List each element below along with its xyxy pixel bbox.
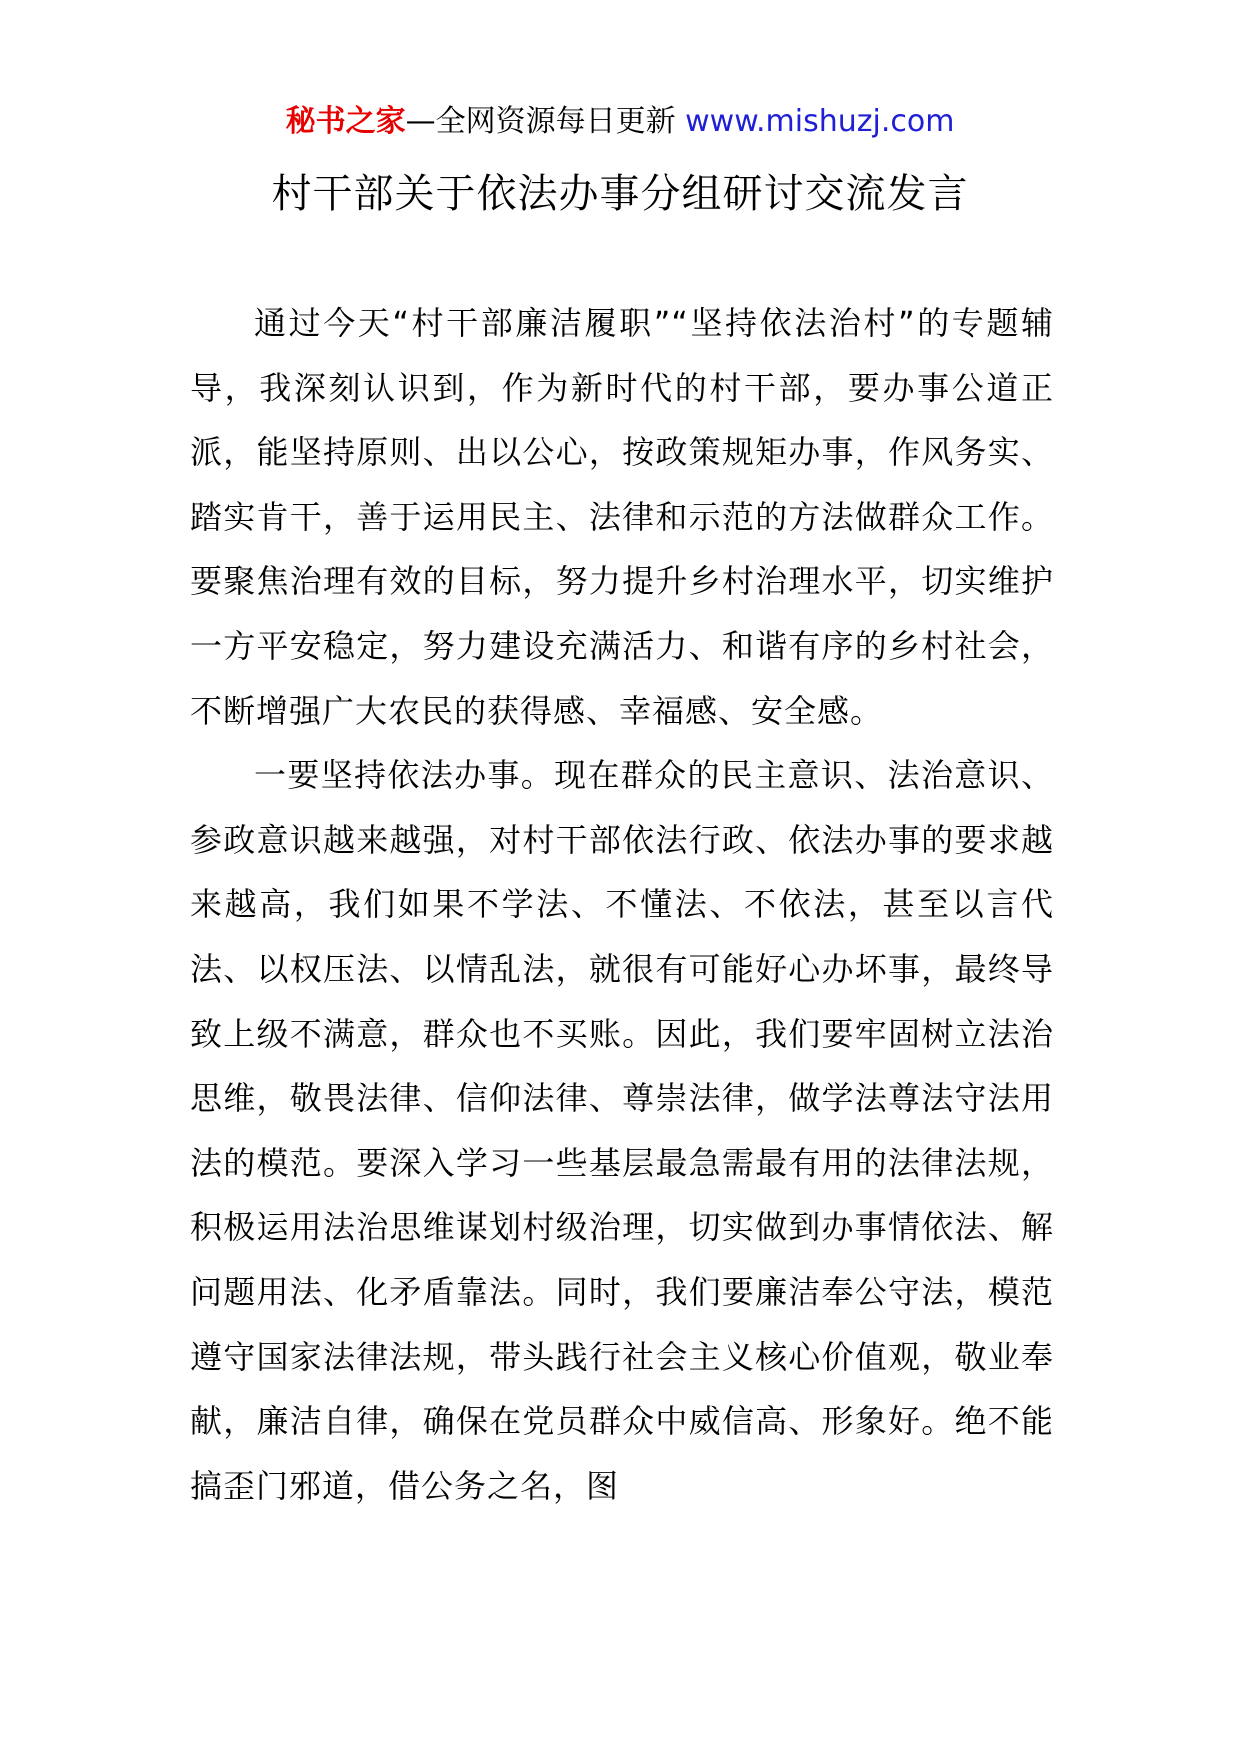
site-brand: 秘书之家 [285,104,406,139]
site-slogan: —全网资源每日更新 [405,104,676,139]
document-body [190,291,1054,1518]
document-title: 村干部关于依法办事分组研讨交流发言 [271,171,969,217]
paragraph-intro: 通过今天“村干部廉洁履职”“坚持依法治村”的专题辅导，我深刻认识到，作为新时代的村干部，要办事公道正派，能坚持原则、出以公心，按政策规矩办事，作风务实、踏实肯干，善于运用民主、法律和示范的方法做群众工作。要聚焦治理有效的目标，努力提升乡村治理水平，切实维护一方平安稳定，努力建设充满活力、和谐有序的乡村社会，不断增强广大农民的获得感、幸福感、安全感。 [190,304,1054,730]
site-url: www.mishuzj.com [685,104,955,139]
watermark-header [0,100,1240,144]
paragraph-point-one: 一要坚持依法办事。现在群众的民主意识、法治意识、参政意识越来越强，对村干部依法行政、依法办事的要求越来越高，我们如果不学法、不懂法、不依法，甚至以言代法、以权压法、以情乱法，就很有可能好心办坏事，最终导致上级不满意，群众也不买账。因此，我们要牢固树立法治思维，敬畏法律、信仰法律、尊崇法律，做学法尊法守法用法的模范。要深入学习一些基层最急需最有用的法律法规，积极运用法治思维谋划村级治理，切实做到办事情依法、解问题用法、化矛盾靠法。同时，我们要廉洁奉公守法，模范遵守国家法律法规，带头践行社会主义核心价值观，敬业奉献，廉洁自律，确保在党员群众中威信高、形象好。绝不能搞歪门邪道，借公务之名，图 [190,756,1054,1505]
